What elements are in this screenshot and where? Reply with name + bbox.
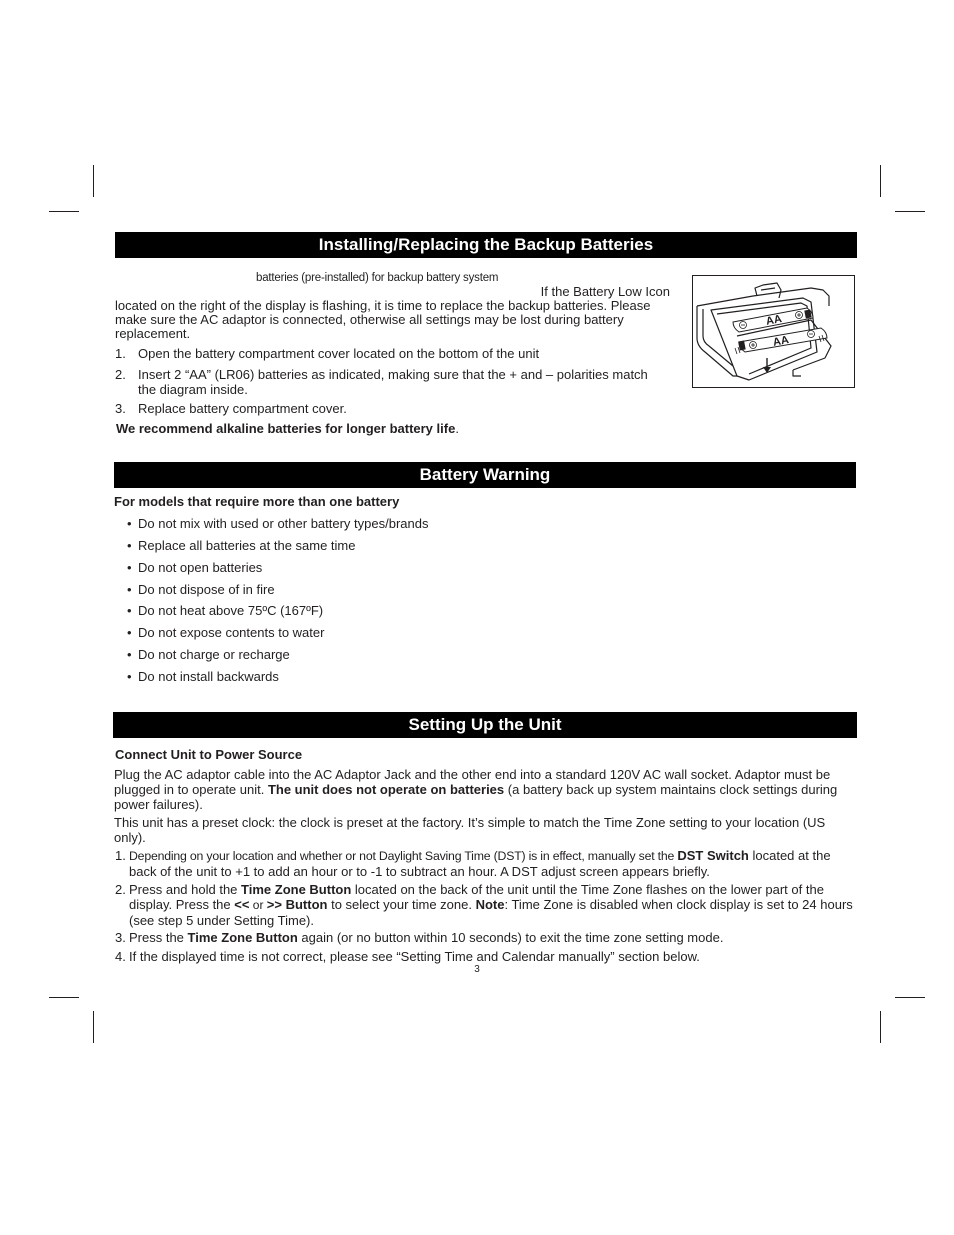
crop-mark <box>895 211 925 212</box>
list-number: 2. <box>115 367 126 382</box>
bullet-text: Do not mix with used or other battery types/brands <box>138 516 429 531</box>
list-text: Replace battery compartment cover. <box>138 401 347 416</box>
intro-line-4: replacement. <box>115 326 191 341</box>
bullet-text: Do not dispose of in fire <box>138 582 275 597</box>
bullet-text: Do not charge or recharge <box>138 647 290 662</box>
recommendation <box>116 422 459 437</box>
list-text: Open the battery compartment cover located on the bottom of the unit <box>138 346 540 361</box>
recommendation-bold: We recommend alkaline batteries for longer battery life <box>116 421 456 436</box>
bullet-dot: • <box>127 538 132 553</box>
bullet-text: Replace all batteries at the same time <box>138 538 356 553</box>
bullet-text: Do not heat above 75ºC (167ºF) <box>138 603 324 618</box>
step-text: If the displayed time is not correct, please see “Setting Time and Calendar manually” section below. <box>129 949 700 964</box>
list-item <box>115 949 857 964</box>
section-heading-backup-batteries: Installing/Replacing the Backup Batteries <box>115 232 857 258</box>
page-number: 3 <box>474 964 480 975</box>
step-text: or <box>249 898 267 912</box>
battery-label: AA <box>771 334 790 349</box>
intro-line-3: make sure the AC adaptor is connected, otherwise all settings may be lost during battery <box>115 312 624 327</box>
battery-compartment-diagram <box>692 275 855 388</box>
recommendation-end: . <box>455 421 459 436</box>
list-item <box>115 930 857 945</box>
step-text: Press the <box>129 930 188 945</box>
list-item <box>115 882 857 928</box>
setup-paragraph-2: This unit has a preset clock: the clock is preset at the factory. It’s simple to match the Time Zone setting to your location (US only). <box>114 815 826 845</box>
bullet-text: Do not expose contents to water <box>138 625 325 640</box>
bullet-text: Do not open batteries <box>138 560 263 575</box>
bullet-dot: • <box>127 669 132 684</box>
step-text-bold: << <box>234 897 250 912</box>
intro-small-text: batteries (pre-installed) for backup battery system <box>256 272 499 284</box>
bullet-dot: • <box>127 582 132 597</box>
bullet-text: Do not install backwards <box>138 669 279 684</box>
step-text-bold: Time Zone Button <box>187 930 298 945</box>
battery-compartment-illustration <box>693 276 854 387</box>
intro-line-2: located on the right of the display is flashing, it is time to replace the backup batteries. Please <box>115 298 651 313</box>
bullet-dot: • <box>127 560 132 575</box>
step-text: : Time Zone is disabled when clock display is set to 24 hours (see step 5 under Setting Time). <box>129 897 853 928</box>
step-text-bold: Time Zone Button <box>241 882 352 897</box>
setup-paragraph-1 <box>114 767 858 812</box>
crop-mark <box>93 1011 94 1043</box>
battery-aa-2 <box>738 328 827 352</box>
list-number: 3. <box>115 930 126 945</box>
battery-warning-subtitle: For models that require more than one battery <box>114 494 400 509</box>
p1-text-c: (a battery back up system maintains clock settings during power failures). <box>114 782 838 812</box>
setup-subtitle: Connect Unit to Power Source <box>115 747 303 762</box>
intro-line-1: If the Battery Low Icon <box>540 284 670 299</box>
list-number: 1. <box>115 848 126 863</box>
p1-text-bold: The unit does not operate on batteries <box>267 782 505 797</box>
crop-mark <box>93 165 94 197</box>
step-text: located on the back of the unit until the Time Zone flashes on the lower part of the display. Press the <box>129 882 824 912</box>
crop-mark <box>880 165 881 197</box>
crop-mark <box>895 997 925 998</box>
step-text: to select your time zone. <box>327 897 476 912</box>
list-text-cont: the diagram inside. <box>138 381 248 397</box>
list-number: 3. <box>115 401 126 416</box>
step-text: Press and hold the <box>129 882 242 897</box>
step-text-bold: >> Button <box>266 897 328 912</box>
section-heading-setting-up: Setting Up the Unit <box>113 712 857 738</box>
crop-mark <box>49 997 79 998</box>
section-heading-battery-warning: Battery Warning <box>114 462 856 488</box>
step-text-bold: DST Switch <box>677 848 749 863</box>
p1-text-a: Plug the AC adaptor cable into the AC Adaptor Jack and the other end into a standard 120V AC wall socket. Adaptor must be plugged in to operate unit. <box>114 767 831 797</box>
list-number: 4. <box>115 949 126 964</box>
step-text: again (or no button within 10 seconds) to exit the time zone setting mode. <box>297 930 724 945</box>
bullet-dot: • <box>127 603 132 618</box>
list-number: 1. <box>115 346 126 361</box>
crop-mark <box>880 1011 881 1043</box>
step-text: located at the back of the unit to +1 to add an hour or to -1 to subtract an hour. A DST adjust screen appears briefly. <box>129 848 831 879</box>
list-item <box>115 848 857 879</box>
list-text: Insert 2 “AA” (LR06) batteries as indicated, making sure that the + and – polarities match <box>138 367 648 382</box>
bullet-dot: • <box>127 625 132 640</box>
bullet-dot: • <box>127 516 132 531</box>
step-text-bold: Note <box>475 897 505 912</box>
battery-label: AA <box>764 313 783 328</box>
bullet-dot: • <box>127 647 132 662</box>
step-text: Depending on your location and whether or not Daylight Saving Time (DST) is in effect, manually set the <box>129 849 678 863</box>
list-number: 2. <box>115 882 126 897</box>
crop-mark <box>49 211 79 212</box>
